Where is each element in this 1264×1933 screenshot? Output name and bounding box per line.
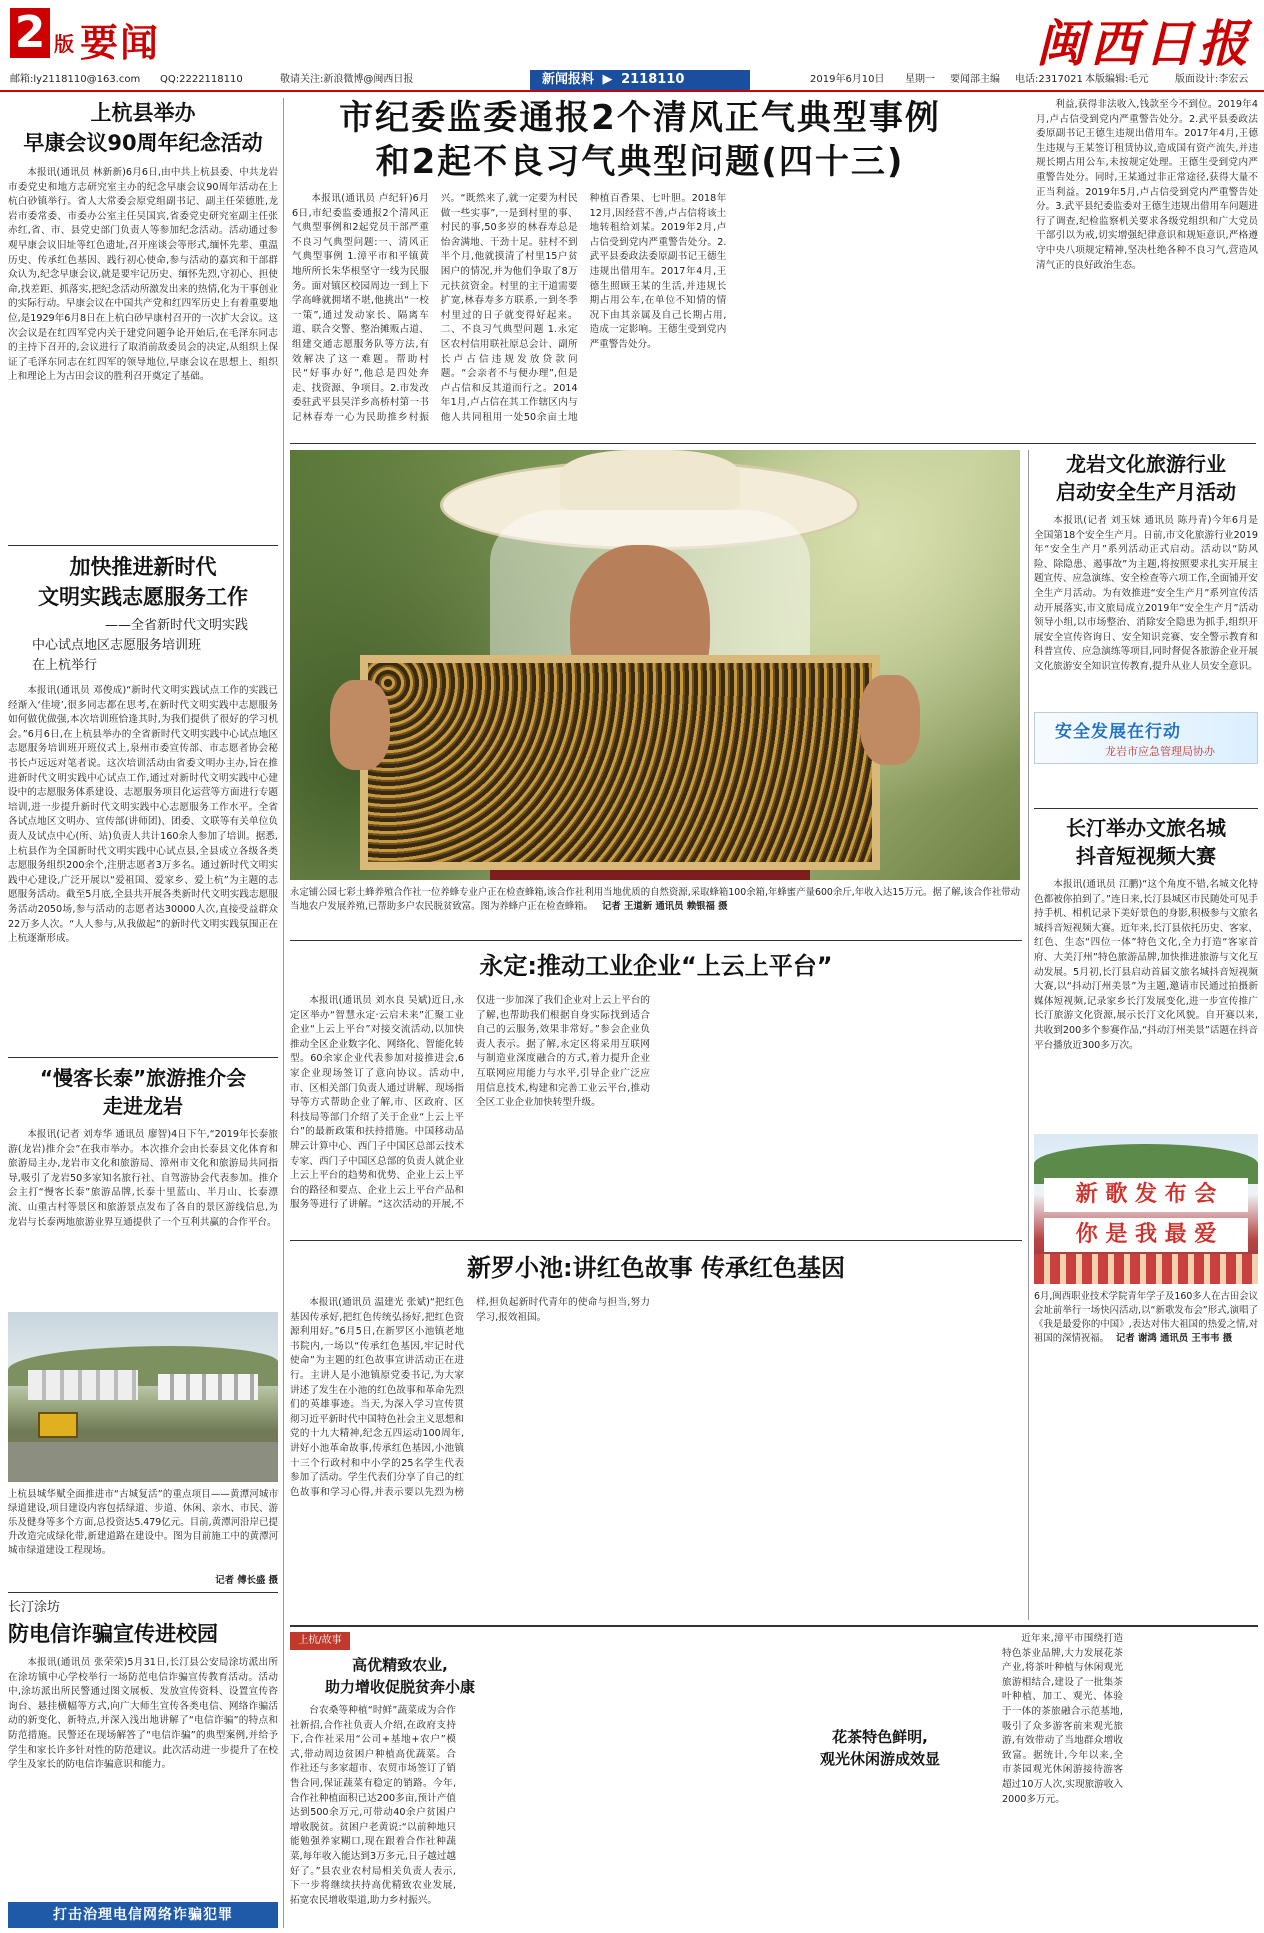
photo-credit: 记者 谢鸿 通讯员 王韦韦 摄 <box>1116 1333 1233 1344</box>
honeycomb-frame <box>360 655 880 870</box>
weibo-note: 敬请关注:新浪微博@闽西日报 <box>280 74 414 85</box>
story-title: 长汀举办文旅名城 <box>1066 816 1226 840</box>
sign-row-1: 新 歌 发 布 会 <box>1044 1178 1248 1212</box>
story-kicker: 长汀涂坊 <box>8 1600 61 1615</box>
safety-banner-sub: 龙岩市应急管理局协办 <box>1105 745 1215 758</box>
photo-crowd <box>1034 1254 1258 1284</box>
story-title: 新罗小池:讲红色故事 传承红色基因 <box>467 1254 845 1282</box>
main-story-continued: 利益,获得非法收入,钱款至今不到位。2019年4月,卢占信受到党内严重警告处分。2.武平县委政法委原副书记王德生违规出借用车。2017年4月,王德生违规与王某签订租赁协议,造成国有资产流失,并违规长期占用公车,未按规定处理。王德生受到党内严重警告处分。同时,王某通过非正常途径,获得大量不正当利益。2019年5月,卢占信受到党内严重警告处分。3.武平县纪委监委对王德生违规出借用车问题进行了调查,纪检监察机关要求各级党组织和广大党员干部引以为戒,切实增强纪律意识和规矩意识,严格遵守中央八项规定精神,坚决杜绝各种不良习气,营造风清气正的良好政治生态。 <box>1036 99 1258 271</box>
center-story-2 <box>290 946 1022 1236</box>
center-story-3 <box>290 1248 1022 1533</box>
story-body: 本报讯(记者 刘玉妹 通讯员 陈丹青)今年6月是全国第18个安全生产月。日前,市文化旅游行业2019年“安全生产月”系列活动正式启动。活动以“防风险、除隐患、遏事故”为主题,将按照要求扎实开展主题宣传、应急演练、安全检查等六项工作,全面铺开安全生产月活动。为有效推进“安全生产月”系列宣传活动开展落实,市文旅局成立2019年“安全生产月”活动领导小组,以市场整治、消除安全隐患为抓手,组织开展安全宣传咨询日、安全知识竞赛、安全警示教育和科普宣传、应急演练等项目,同时督促各旅游企业开展文化旅游安全知识宣传教育,提升从业人员安全意识。 <box>1034 515 1258 672</box>
divider <box>290 940 1022 941</box>
story-title: 上杭县举办 <box>90 101 196 125</box>
anti-fraud-banner: 打击治理电信网络诈骗犯罪 <box>8 1902 278 1928</box>
story-subtitle: 观光休闲游成效显 <box>770 1748 990 1770</box>
main-headline: 和2起不良习气典型问题(四十三) <box>375 142 905 182</box>
issue-date: 2019年6月10日 <box>810 74 885 85</box>
story-kicker: 上杭/故事 <box>290 1632 350 1650</box>
divider <box>8 545 278 546</box>
story-body: 本报讯(通讯员 温建光 张斌)“把红色基因传承好,把红色传统弘扬好,把红色资源利用好。”6月5日,在新罗区小池镇老地书院内,一场以“传承红色基因,牢记时代使命”为主题的红色故事宣讲活动正在进行。主讲人是小池镇原党委书记,为大家讲述了发生在小池的红色故事和革命先烈们的英雄事迹。当天,为深入学习宣传贯彻习近平新时代中国特色社会主义思想和党的十九大精神,纪念五四运动100周年,讲好小池革命故事,传承红色基因,小池镇十三个行政村和中小学的25名学生代表参加了活动。学生代表们分享了自己的红色故事和学习心得,并表示要以先烈为榜样,担负起新时代青年的使命与担当,努力学习,报效祖国。 <box>290 1297 650 1498</box>
phone: 电话:2317021 <box>1015 74 1083 85</box>
story-title: 加快推进新时代 <box>69 555 217 579</box>
qq: QQ:2222118110 <box>160 74 243 85</box>
hand-left <box>330 680 390 770</box>
story-body: 本报讯(通讯员 邓俊成)“新时代文明实践试点工作的实践已经渐入‘佳境’,很多同志都在思考,在新时代文明实践中志愿服务如何做优做强,本次培训班恰逢其时,为我们提供了很好的学习机会。”6月6日,在上杭县举办的全省新时代文明实践中心试点地区志愿服务培训班开班仪式上,泉州市委宣传部、市志愿者协会秘书长卢远远对笔者说。这次培训活动由省委文明办主办,旨在推进新时代文明实践中心试点工作,通过对新时代文明实践中心建设中的志愿服务体系建设、志愿服务项目化运营等方面进行专题培训,进一步提升新时代文明实践中心志愿服务工作水平。全省各试点地区文明办、宣传部(讲师团)、团委、文联等有关单位负责人及试点中心(所、站)负责人共计160余人参加了培训。据悉,上杭县作为全国新时代文明实践中心试点县,全县成立各级各类志愿服务组织200余个,注册志愿者3万多名。通过新时代文明实践中心建设,广泛开展以“爱祖国、爱家乡、爱上杭”为主题的志愿服务活动。截至5月底,全县共开展各类新时代文明实践志愿服务活动2050场,参与活动的志愿者达30000人次,直接受益群众22万多人次。“人人参与,从我做起”的新时代文明实践氛围正在上杭逐渐形成。 <box>8 685 278 945</box>
flashmob-photo <box>1034 1134 1258 1284</box>
duty-editor: 本版编辑:毛元 <box>1085 74 1149 85</box>
story-title: 高优精致农业, <box>352 1656 448 1674</box>
photo-excavator <box>38 1412 78 1438</box>
story-title: 早康会议90周年纪念活动 <box>23 131 263 155</box>
story-body: 台农桑等种植“时鲜”蔬菜成为合作社新招,合作社负责人介绍,在政府支持下,合作社采用“公司+基地+农户”模式,带动周边贫困户种植高优蔬菜。合作社还与多家超市、农贸市场签订了销售合同,保证蔬菜有稳定的销路。今年,合作社种植面积已达200多亩,预计产值达到500余万元,可带动40余户贫困户增收脱贫。贫困户老黄说:“以前种地只能勉强养家糊口,现在跟着合作社种蔬菜,每年收入能达到3万多元,日子越过越好了。”县农业农村局相关负责人表示,下一步将继续扶持高优精致农业发展,拓宽农民增收渠道,助力乡村振兴。 <box>290 1705 456 1906</box>
story-body: 本报讯(记者 刘寿华 通讯员 廖智)4日下午,“2019年长泰旅游(龙岩)推介会”在我市举办。本次推介会由长泰县文化体育和旅游局主办,龙岩市文化和旅游局、漳州市文化和旅游局共同指导,吸引了龙岩50多家知名旅行社、自驾游协会代表参加。推介会主打“慢客长泰”旅游品牌,长泰十里蓝山、半月山、长泰漂流、山重古村等景区和旅游景点发布了各自的景区游线信息,为龙岩与长泰两地旅游业界互通提供了一个互利共赢的合作平台。 <box>8 1129 278 1228</box>
story-title: 文明实践志愿服务工作 <box>38 585 248 609</box>
story-body: 近年来,漳平市围绕打造特色茶业品牌,大力发展花茶产业,将茶叶种植与休闲观光旅游相结合,建设了一批集茶叶种植、加工、观光、体验于一体的茶旅融合示范基地,吸引了众多游客前来观光旅游,有效带动了当地群众增收致富。据统计,今年以来,全市茶园观光休闲游接待游客超过10万人次,实现旅游收入2000多万元。 <box>1002 1633 1123 1805</box>
beekeeper-photo <box>290 450 1020 880</box>
construction-photo <box>8 1312 278 1482</box>
story-body: 本报讯(通讯员 刘水良 吴斌)近日,永定区举办“智慧永定·云启未来”汇聚工业企业“上云上平台”对接交流活动,以加快推动全区企业数字化、网络化、智能化转型。60余家企业代表参加对接推进会,6家企业现场签订了意向协议。活动中,市、区相关部门负责人通过讲解、现场指导等方式帮助企业了解,市、区政府、区科技局等部门介绍了关于企业“上云上平台”的最新政策和扶持措施。中国移动品牌云计算中心、西门子中国区总部云技术专家、西门子中国区总部的负责人就企业上云上平台的趋势和优势、企业上云上平台的路径和要点、企业上云上平台产品和服务等进行了讲解。“这次活动的开展,不仅进一步加深了我们企业对上云上平台的了解,也帮助我们根据自身实际找到适合自己的云服务,效果非常好。”参会企业负责人表示。据了解,永定区将采用互联网与制造业深度融合的方式,着力提升企业互联网应用能力与水平,引导企业广泛应用信息技术,构建和完善工业云平台,推动全区工业企业加快转型升级。 <box>290 995 650 1211</box>
left-story-2 <box>8 552 278 1052</box>
photo-river <box>8 1442 278 1482</box>
column-separator <box>1028 450 1029 1620</box>
left-story-4 <box>8 1598 278 1928</box>
hat-crown <box>560 450 740 510</box>
photo-caption: 6月,闽西职业技术学院青年学子及160多人在古田会议会址前举行一场快闪活动,以“新歌发布会”形式,演唱了《我是最爱你的中国》,表达对伟大祖国的热爱之情,对祖国的深情祝福。 记者 谢鸿 通讯员 王韦韦 摄 <box>1034 1291 1258 1344</box>
main-headline: 市纪委监委通报2个清风正气典型事例 <box>339 98 941 138</box>
masthead-rule <box>0 90 1264 92</box>
photo-caption: 上杭县城华赋全面推进市“古城复活”的重点项目——黄潭河城市绿道建设,项目建设内容包括绿道、步道、休闲、亲水、市民、游乐及健身等多个方面,总投资达5.479亿元。目前,黄潭河沿岸已提升改造完成绿化带,新建道路在建设中。图为目前施工中的黄潭河城市绿道建设工程现场。 <box>8 1489 278 1556</box>
left-story-1 <box>8 98 278 540</box>
story-title: 花茶特色鲜明, <box>770 1726 990 1748</box>
photo-buildings <box>28 1370 138 1400</box>
divider <box>1034 808 1258 809</box>
story-body: 本报讯(通讯员 林新新)6月6日,由中共上杭县委、中共龙岩市委党史和地方志研究室主办的纪念早康会议90周年活动在上杭白砂镇举行。省人大常委会原党组副书记、副主任荣德胜,龙岩市委常委、市委办公室主任吴国宾,省委党史研究室副主任张赤红,省、市、县党史部门负责人等参加纪念活动。活动通过参观早康会议旧址等红色遗址,召开座谈会等形式,缅怀先辈、重温历史、传承红色基因、践行初心使命,参与活动的嘉宾和干部群众认为,纪念早康会议,就是要牢记历史、缅怀先烈,守初心、担使命,找差距、抓落实,把纪念活动所激发出来的热情,化为干事创业的实际行动。早康会议在中国共产党和红四军历史上有着重要地位,是1929年6月8日在上杭白砂早康村召开的一次扩大会议。这次会议是在红四军党内关于建党问题争论开始后,在毛泽东同志的主持下召开的,会议进行了取消前敌委员会的决定,从组织上保证了毛泽东同志在红四军的领导地位,早康会议在思想上、组织上和理论上为古田会议的胜利召开奠定了基础。 <box>8 167 278 383</box>
section-editor: 要闻部主编 <box>950 74 1000 85</box>
photo-credit: 记者 傅长盛 摄 <box>215 1575 278 1584</box>
safety-banner <box>1034 712 1258 764</box>
divider <box>290 443 1256 444</box>
masthead-info-bar <box>10 72 1254 88</box>
story-subtitle: 中心试点地区志愿服务培训班 <box>32 638 202 653</box>
story-title: 走进龙岩 <box>103 1094 183 1118</box>
story-title: “慢客长泰”旅游推介会 <box>39 1066 247 1090</box>
main-story-body: 本报讯(通讯员 卢纪轩)6月6日,市纪委监委通报2个清风正气典型事例和2起党员干部严重不良习气典型问题:一、清风正气典型事例 1.漳平市和平镇黄地所所长朱华根坚守一线为民服务。面对镇区校园周边一到上下学高峰就拥堵不堪,他挑出“一校一策”,通过发动家长、隔离车道、联合交警、整治摊贩占道、组建交通志愿服务队等方法,有效解决了这一难题。帮助村民“好事办好”,他总是四处奔走、找资源、争项目。2.市发改委驻武平县吴洋乡高桥村第一书记林春寿一心为民助推乡村振兴。“既然来了,就一定要为村民做一些实事”,一是到村里的事、村民的事,50多岁的林春寿总是怡舍满地、干劲十足。驻村不到半个月,他就摸清了村里15户贫困户的情况,并为他们争取了8万元扶贫资金。村里的主干道需要扩宽,林春寿多方联系,一到冬季村里过的日子就变得好起来。二、不良习气典型问题 1.永定区农村信用联社原总会计、副所长卢占信违规发放贷款问题。“会亲者不与便办理”,但是卢占信和反其道而行之。2014年1月,卢占信在其工作辖区内与他人共同租用一处50余亩土地种植百香果、七叶胆。2018年12月,因经营不善,卢占信将该土地转租给刘某。2019年2月,卢占信受到党内严重警告处分。2.武平县委政法委原副书记王德生违规出借用车。2017年4月,王德生照顾王某的生活,并违规长期占用公车,在单位不知情的情况下由其亲属及自己长期占用,造成一定影响。王德生受到党内严重警告处分。 <box>292 193 727 423</box>
page-number-badge: 2 <box>10 8 50 58</box>
section-title: 要闻 <box>80 21 161 65</box>
divider <box>8 1592 278 1593</box>
story-subtitle: ——全省新时代文明实践 <box>104 618 248 633</box>
bottom-story <box>290 1632 1258 1928</box>
sign-row-2: 你 是 我 最 爱 <box>1044 1218 1248 1252</box>
hand-right <box>860 675 920 765</box>
right-story-3 <box>1034 814 1258 1624</box>
story-title: 防电信诈骗宣传进校园 <box>8 1622 218 1646</box>
hotline-label: 新闻报料 <box>542 72 595 87</box>
story-title: 抖音短视频大赛 <box>1076 844 1216 868</box>
story-title: 龙岩文化旅游行业 <box>1066 452 1226 476</box>
paper-logo: 闽西日报 <box>1036 14 1252 73</box>
story-title: 永定:推动工业企业“上云上平台” <box>479 952 833 980</box>
story-subtitle: 助力增收促脱贫奔小康 <box>324 1678 475 1696</box>
story-body: 本报讯(通讯员 张荣荣)5月31日,长汀县公安局涂坊派出所在涂坊镇中心学校举行一场防范电信诈骗宣传教育活动。活动中,涂坊派出所民警通过图文展板、发放宣传资料、设置宣传咨询台、悬挂横幅等方式,向广大师生宣传各类电信、网络诈骗活动的新变化、新特点,并深入浅出地讲解了“电信诈骗”的特点和防范措施。民警还在现场解答了“电信诈骗”的典型案例,并给予学生和家长许多针对性的防范建议。此次活动进一步提升了在校学生及家长的防电信诈骗意识和能力。 <box>8 1657 278 1771</box>
hotline-number: 2118110 <box>621 72 685 87</box>
divider <box>290 1625 1258 1627</box>
hotline-arrow-icon: ▶ <box>602 72 613 87</box>
story-body: 本报讯(通讯员 江鹏)“这个角度不错,名城文化特色都被你拍到了。”连日来,长汀县城区市民随处可见手持手机、相机记录下美好景色的身影,积极参与文旅名城抖音短视频大赛。近年来,长汀县依托历史、客家、红色、生态“四位一体”特色文化,全力打造“客家首府、大美汀州”特色旅游品牌,加快推进旅游与文化互动发展。5月初,长汀县启动首届文旅名城抖音短视频大赛,以“抖动汀州美景”为主题,邀请市民通过拍摄新媒体短视频,记录家乡长汀发展变化,进一步宣传推广长汀旅游文化资源,展示长汀文化风貌。自开赛以来,共收到200多个参赛作品,“抖动汀州美景”话题在抖音平台播放近300多万次。 <box>1034 879 1258 1051</box>
weekday: 星期一 <box>905 74 935 85</box>
divider <box>8 1057 278 1058</box>
right-story-2 <box>1034 450 1258 800</box>
masthead <box>0 0 1264 90</box>
story-subtitle: 在上杭举行 <box>32 658 98 673</box>
photo-buildings <box>158 1374 258 1400</box>
photo-credit: 记者 王道新 通讯员 赖银福 摄 <box>601 901 728 912</box>
email: 邮箱:ly2118110@163.com <box>10 74 141 85</box>
column-separator <box>283 98 284 1928</box>
hotline-box <box>530 70 750 90</box>
divider <box>290 1240 1022 1241</box>
story-title: 启动安全生产月活动 <box>1056 480 1236 504</box>
left-story-3 <box>8 1064 278 1584</box>
page-unit: 版 <box>54 32 74 56</box>
beekeeper-photo-caption: 永定铺公园七彩土蜂养殖合作社一位养蜂专业户正在检查蜂箱,该合作社利用当地优质的自然资源,采取蜂箱100余箱,年蜂蜜产量600余斤,年收入达15万元。据了解,该合作社带动当地农户发展养殖,已帮助多户农民脱贫致富。图为养蜂户正在检查蜂箱。 记者 王道新 通讯员 赖银福 摄 <box>290 887 1020 912</box>
designer: 版面设计:李宏云 <box>1175 74 1249 85</box>
safety-banner-title: 安全发展在行动 <box>1055 722 1181 742</box>
